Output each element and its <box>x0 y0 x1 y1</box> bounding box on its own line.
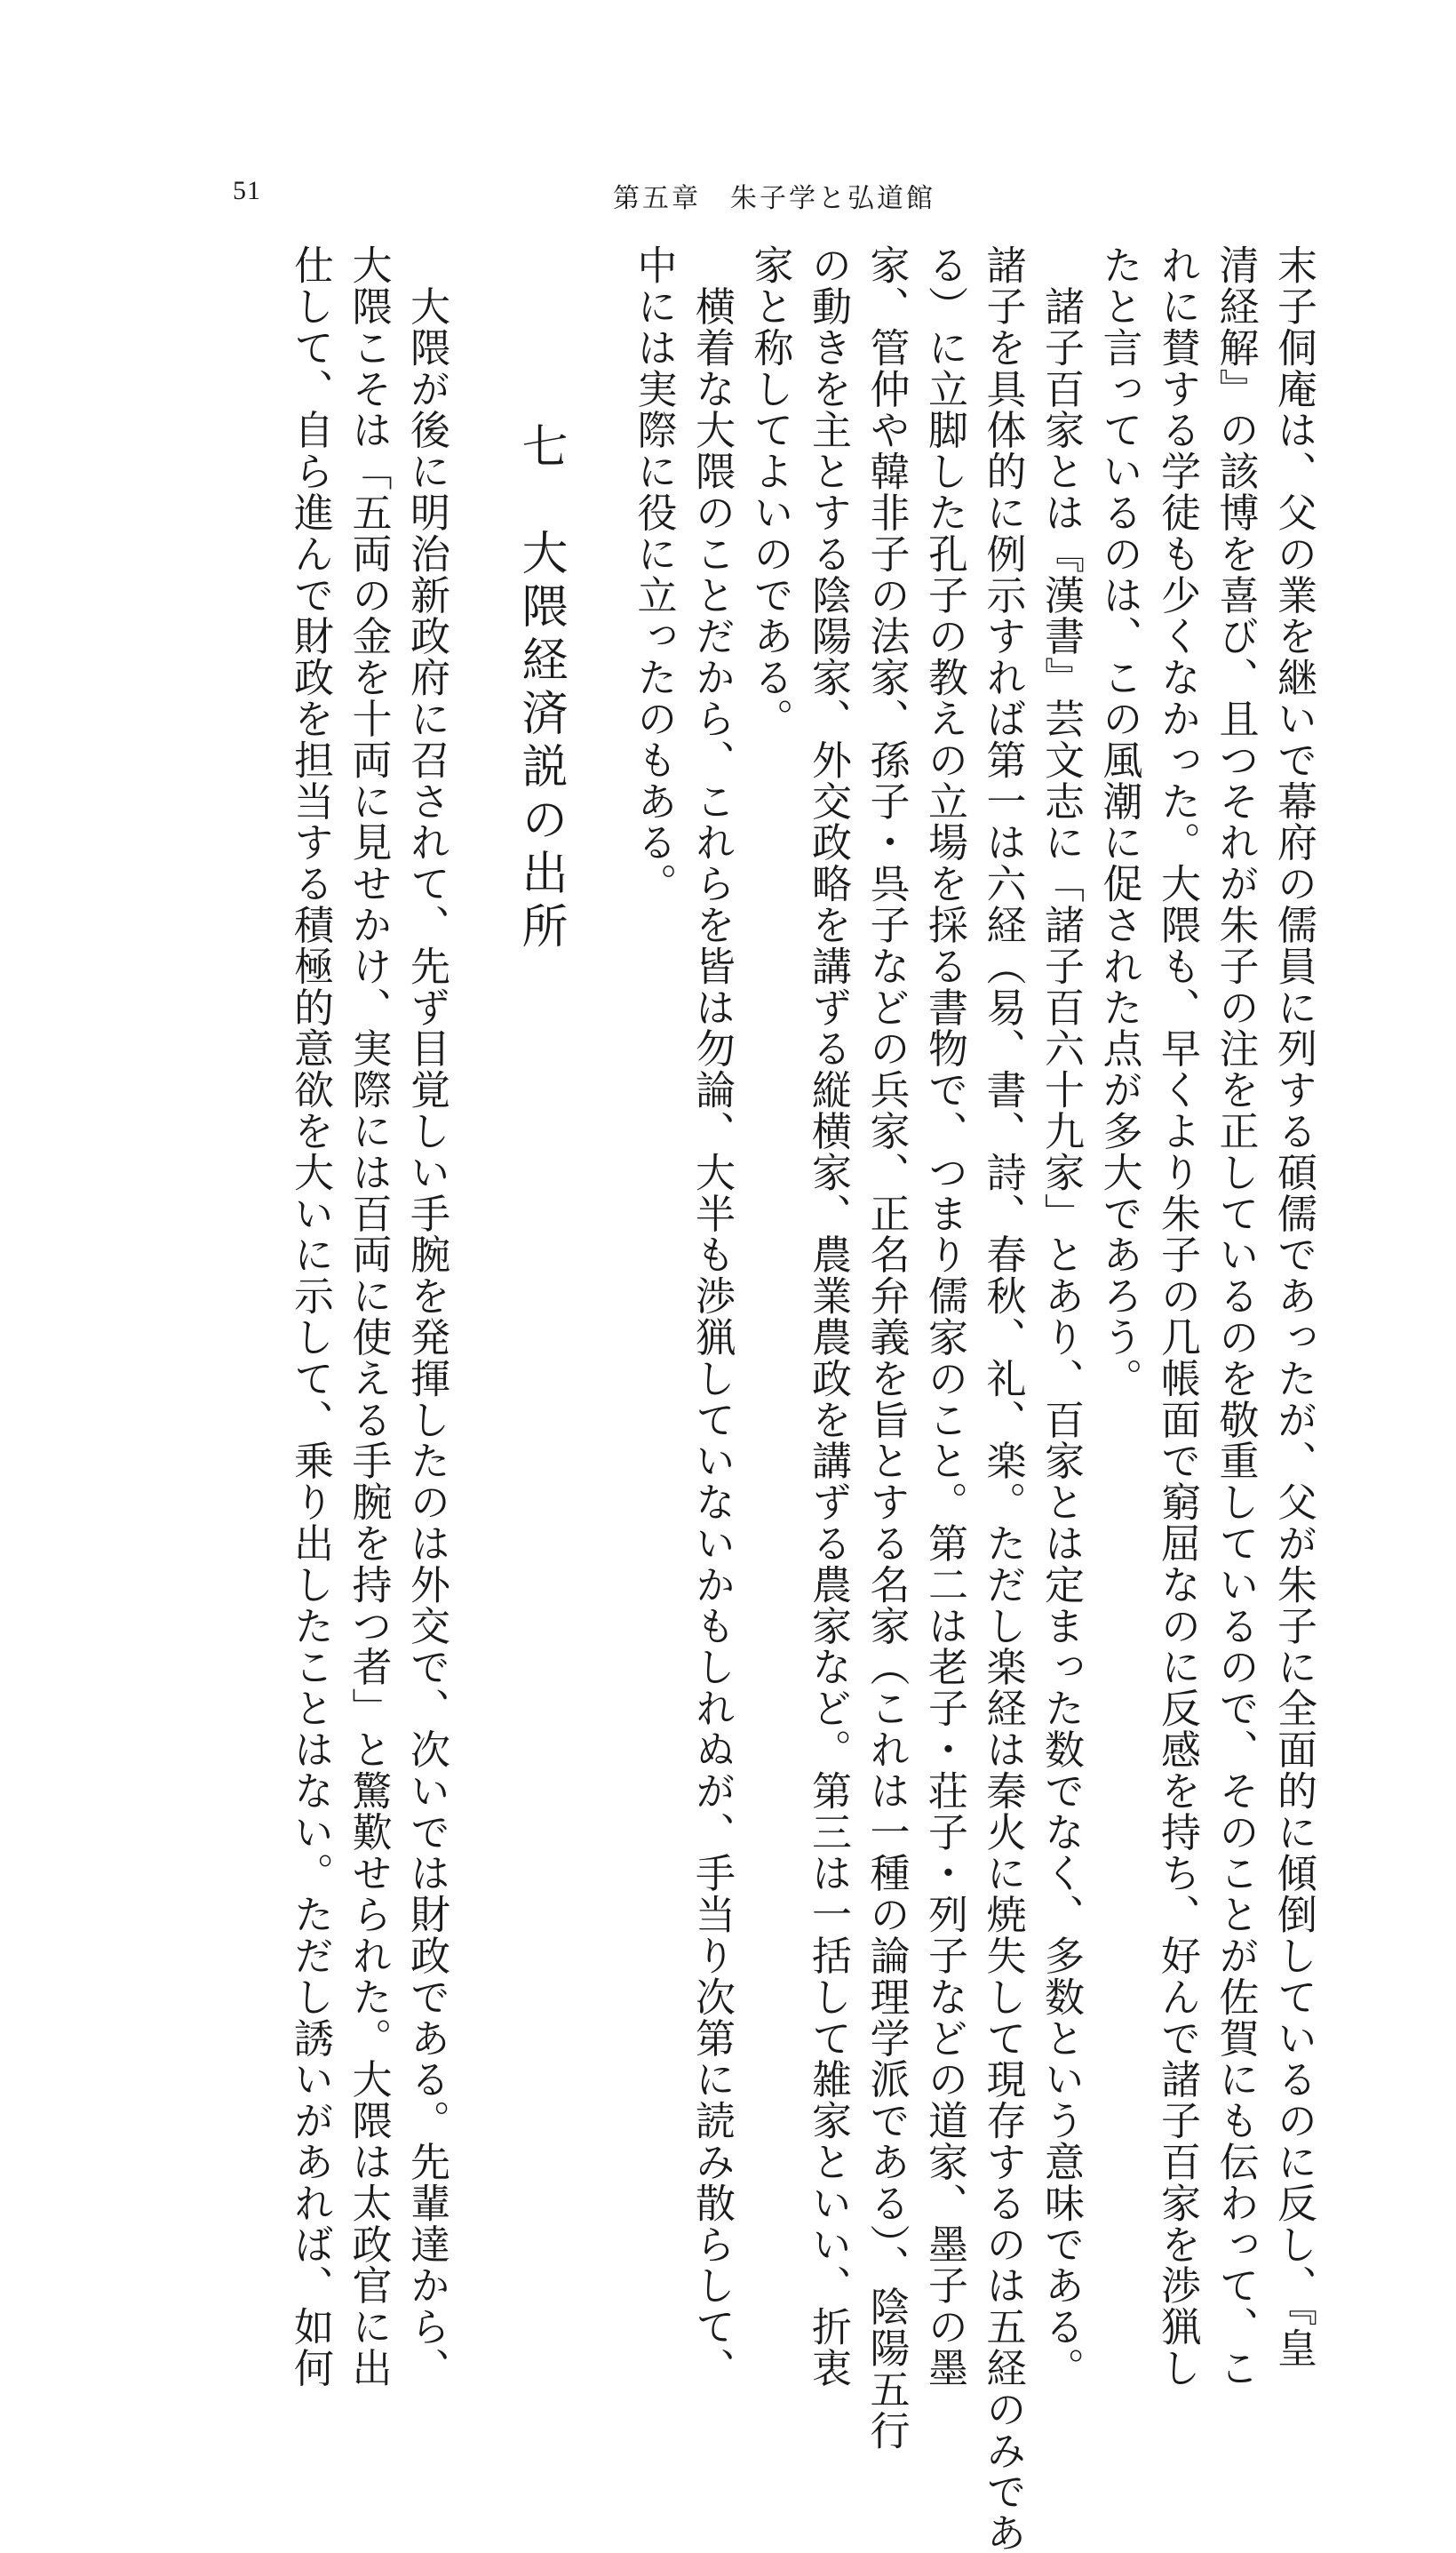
text-line: 家と称してよいのである。 <box>746 244 794 739</box>
text-line: 家、管仲や韓非子の法家、孫子・呉子などの兵家、正名弁義を旨とする名家（これは一種の論理学派である）、陰陽五行 <box>863 244 911 2452</box>
text-line: 諸子百家とは『漢書』芸文志に「諸子百六十九家」とあり、百家とは定まった数でなく、多数という意味である。 <box>1038 244 1085 2389</box>
text-line: 清経解』の該博を喜び、且つそれが朱子の注を正しているのを敬重しているので、そのことが佐賀にも伝わって、こ <box>1212 244 1260 2389</box>
text-line: 仕して、自ら進んで財政を担当する積極的意欲を大いに示して、乗り出したことはない。ただし誘いがあれば、如何 <box>287 244 334 2389</box>
chapter-running-head: 第五章 朱子学と弘道館 <box>613 183 935 214</box>
running-header <box>222 176 1324 214</box>
body-text <box>282 244 1324 2553</box>
text-line: 中には実際に役に立ったのもある。 <box>630 244 678 905</box>
text-line: 末子侗庵は、父の業を継いで幕府の儒員に列する碩儒であったが、父が朱子に全面的に傾倒しているのに反し、『皇 <box>1270 244 1317 2369</box>
page-number: 51 <box>233 176 261 205</box>
text-line: 横着な大隈のことだから、これらを皆は勿論、大半も渉猟していないかもしれぬが、手当り次第に読み散らして、 <box>688 244 736 2389</box>
text-line: る）に立脚した孔子の教えの立場を採る書物で、つまり儒家のこと。第二は老子・荘子・列子などの道家、墨子の墨 <box>921 244 968 2389</box>
text-line: 大隈こそは「五両の金を十両に見せかけ、実際には百両に使える手腕を持つ者」と驚歎せられた。大隈は太政官に出 <box>345 244 393 2389</box>
section-spacer <box>576 244 625 1955</box>
text-line: 大隈が後に明治新政府に召されて、先ず目覚しい手腕を発揮したのは外交で、次いでは財政である。先輩達から、 <box>403 244 450 2389</box>
text-line: の動きを主とする陰陽家、外交政略を講ずる縦横家、農業農政を講ずる農家など。第三は一括して雑家といい、折衷 <box>805 244 852 2389</box>
text-line: 諸子を具体的に例示すれば第一は六経（易、書、詩、春秋、礼、楽。ただし楽経は秦火に焼失して現存するのは五経のみであ <box>979 244 1027 2553</box>
text-line: れに賛する学徒も少くなかった。大隈も、早くより朱子の几帳面で窮屈なのに反感を持ち、好んで諸子百家を渉猟し <box>1154 244 1201 2389</box>
section-heading: 七 大隈経済説の出所 <box>513 422 567 955</box>
text-line: たと言っているのは、この風潮に促された点が多大であろう。 <box>1095 244 1143 1400</box>
